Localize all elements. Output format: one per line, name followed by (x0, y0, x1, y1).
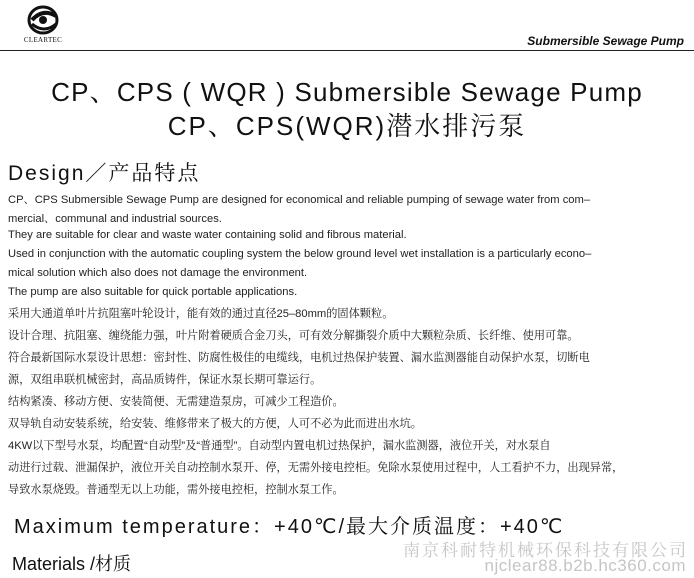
design-line: 动进行过载、泄漏保护，液位开关自动控制水泵开、停，无需外接电控柜。免除水泵使用过程中，人工看护不力，出现异常， (8, 462, 624, 474)
max-temperature-heading: Maximum temperature：+40℃/最大介质温度：+40℃ (14, 516, 565, 538)
header-tagline: Submersible Sewage Pump (527, 34, 684, 48)
header-divider (0, 50, 694, 51)
materials-heading: Materials /材质 (12, 554, 132, 574)
watermark-url: njclear88.b2b.hc360.com (484, 556, 686, 575)
design-line: 结构紧凑、移动方便、安装简便、无需建造泵房，可减少工程造价。 (8, 396, 344, 408)
design-line: They are suitable for clear and waste water containing solid and fibrous material. (8, 229, 407, 241)
design-heading: Design／产品特点 (8, 162, 201, 185)
logo-text: CLEARTEC (23, 36, 63, 44)
page-title-english: CP、CPS ( WQR ) Submersible Sewage Pump (51, 77, 643, 107)
design-line: 符合最新国际水泵设计思想：密封性、防腐性极佳的电缆线，电机过热保护装置、漏水监测器能自动保护水泵，切断电 (8, 352, 590, 364)
logo-mark-icon (18, 4, 68, 36)
design-line: 采用大通道单叶片抗阻塞叶轮设计，能有效的通过直径25–80mm的固体颗粒。 (8, 308, 394, 320)
watermark-company: 南京科耐特机械环保科技有限公司 (403, 541, 688, 560)
design-line: 双导轨自动安装系统，给安装、维修带来了极大的方便，人可不必为此而进出水坑。 (8, 418, 422, 430)
design-line: 源，双组串联机械密封，高品质铸件，保证水泵长期可靠运行。 (8, 374, 322, 386)
design-line: Used in conjunction with the automatic coupling system the below ground level wet installation is a particularly econo– (8, 248, 592, 260)
company-logo (18, 4, 68, 48)
design-line: 导致水泵烧毁。普通型无以上功能，需外接电控柜，控制水泵工作。 (8, 484, 344, 496)
design-line: CP、CPS Submersible Sewage Pump are designed for economical and reliable pumping of sewage water from com– (8, 194, 591, 206)
design-line: 4KW以下型号水泵，均配置“自动型”及“普通型”。自动型内置电机过热保护，漏水监测器，液位开关，对水泵自 (8, 440, 551, 452)
page-title-chinese: CP、CPS(WQR)潜水排污泵 (167, 111, 527, 141)
design-line: 设计合理、抗阻塞、缠绕能力强，叶片附着硬质合金刀头，可有效分解撕裂介质中大颗粒杂质、长纤维、使用可靠。 (8, 330, 579, 342)
design-line: mical solution which also does not damage the environment. (8, 267, 308, 279)
design-line: mercial、communal and industrial sources. (8, 213, 222, 225)
design-line: The pump are also suitable for quick portable applications. (8, 286, 298, 298)
